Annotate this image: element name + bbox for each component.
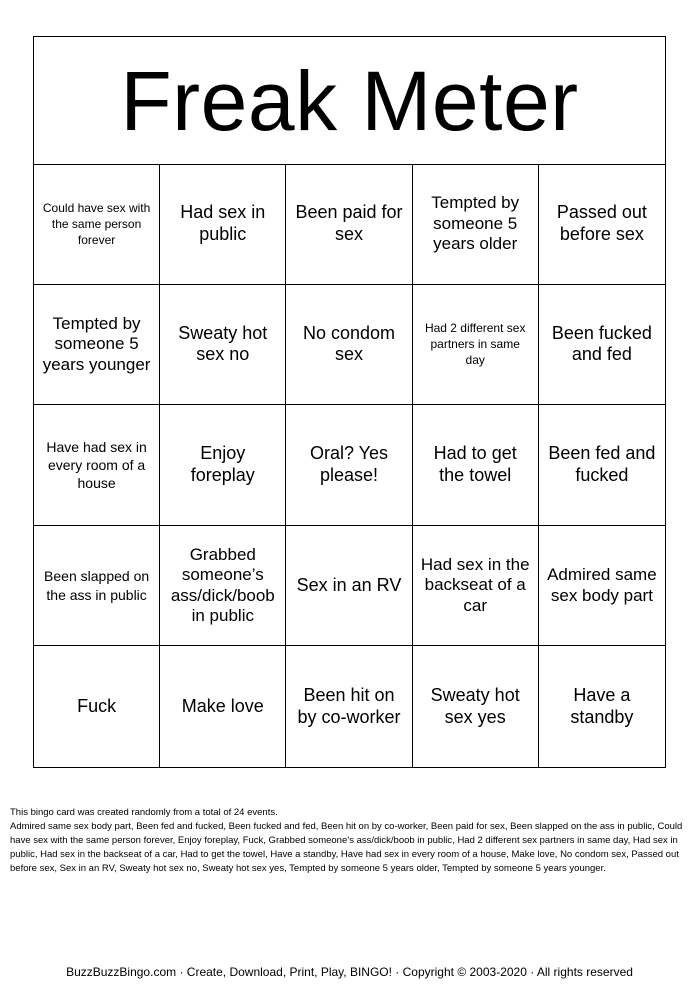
bingo-cell: Had sex in public	[160, 164, 286, 285]
bingo-cell: Been slapped on the ass in public	[34, 526, 160, 647]
bingo-cell: Sex in an RV	[286, 526, 412, 647]
bingo-cell: Have a standby	[570, 685, 634, 727]
bingo-cell: Been fucked and fed	[539, 285, 665, 406]
bingo-cell: Make love	[160, 646, 286, 767]
bingo-card	[33, 36, 666, 768]
bingo-cell: No condom sex	[286, 285, 412, 406]
events-intro: This bingo card was created randomly from a total of 24 events.	[10, 807, 278, 818]
bingo-cell: Tempted by someone 5 years older	[413, 164, 539, 285]
events-list: Admired same sex body part, Been fed and fucked, Been fucked and fed, Been hit on by co-worker, Been paid for sex, Been slapped on the ass in public, Could have sex with the same person forever, Enjoy foreplay, Fuck, Grabbed someone’s ass/dick/boob in public, Had 2 different sex partners in same day, Had sex in public, Had sex in the backseat of a car, Had to get the towel, Have a standby, Have had sex in every room of a house, Make love, No condom sex, Passed out before sex, Sex in an RV, Sweaty hot sex no, Sweaty hot sex yes, Tempted by someone 5 years older, Tempted by someone 5 years younger.	[10, 821, 683, 874]
bingo-cell: Sweaty hot sex no	[160, 285, 286, 406]
bingo-cell: Been hit on by co-worker	[286, 646, 412, 767]
card-description	[10, 806, 692, 876]
bingo-cell: Had 2 different sex partners in same day	[413, 285, 539, 406]
bingo-cell: Sweaty hot sex yes	[413, 646, 539, 767]
bingo-cell: Grabbed someone’s ass/dick/boob in public	[160, 526, 286, 647]
bingo-cell: Oral? Yes please!	[286, 405, 412, 526]
bingo-cell: Have had sex in every room of a house	[34, 405, 160, 526]
bingo-cell: Could have sex with the same person forever	[34, 164, 160, 285]
card-title: Freak Meter	[34, 37, 665, 165]
bingo-cell: Had to get the towel	[413, 405, 539, 526]
bingo-cell: Been fed and fucked	[539, 405, 665, 526]
bingo-cell: Had sex in the backseat of a car	[413, 526, 539, 647]
bingo-cell: Tempted by someone 5 years younger	[34, 285, 160, 406]
copyright-line: BuzzBuzzBingo.com · Create, Download, Print, Play, BINGO! · Copyright © 2003-2020 · All rights reserved	[66, 965, 633, 979]
bingo-cell: Been paid for sex	[286, 164, 412, 285]
bingo-grid	[34, 164, 665, 767]
bingo-cell: Passed out before sex	[539, 164, 665, 285]
bingo-cell: Admired same sex body part	[539, 526, 665, 647]
bingo-cell: Enjoy foreplay	[160, 405, 286, 526]
bingo-cell: Fuck	[34, 646, 160, 767]
